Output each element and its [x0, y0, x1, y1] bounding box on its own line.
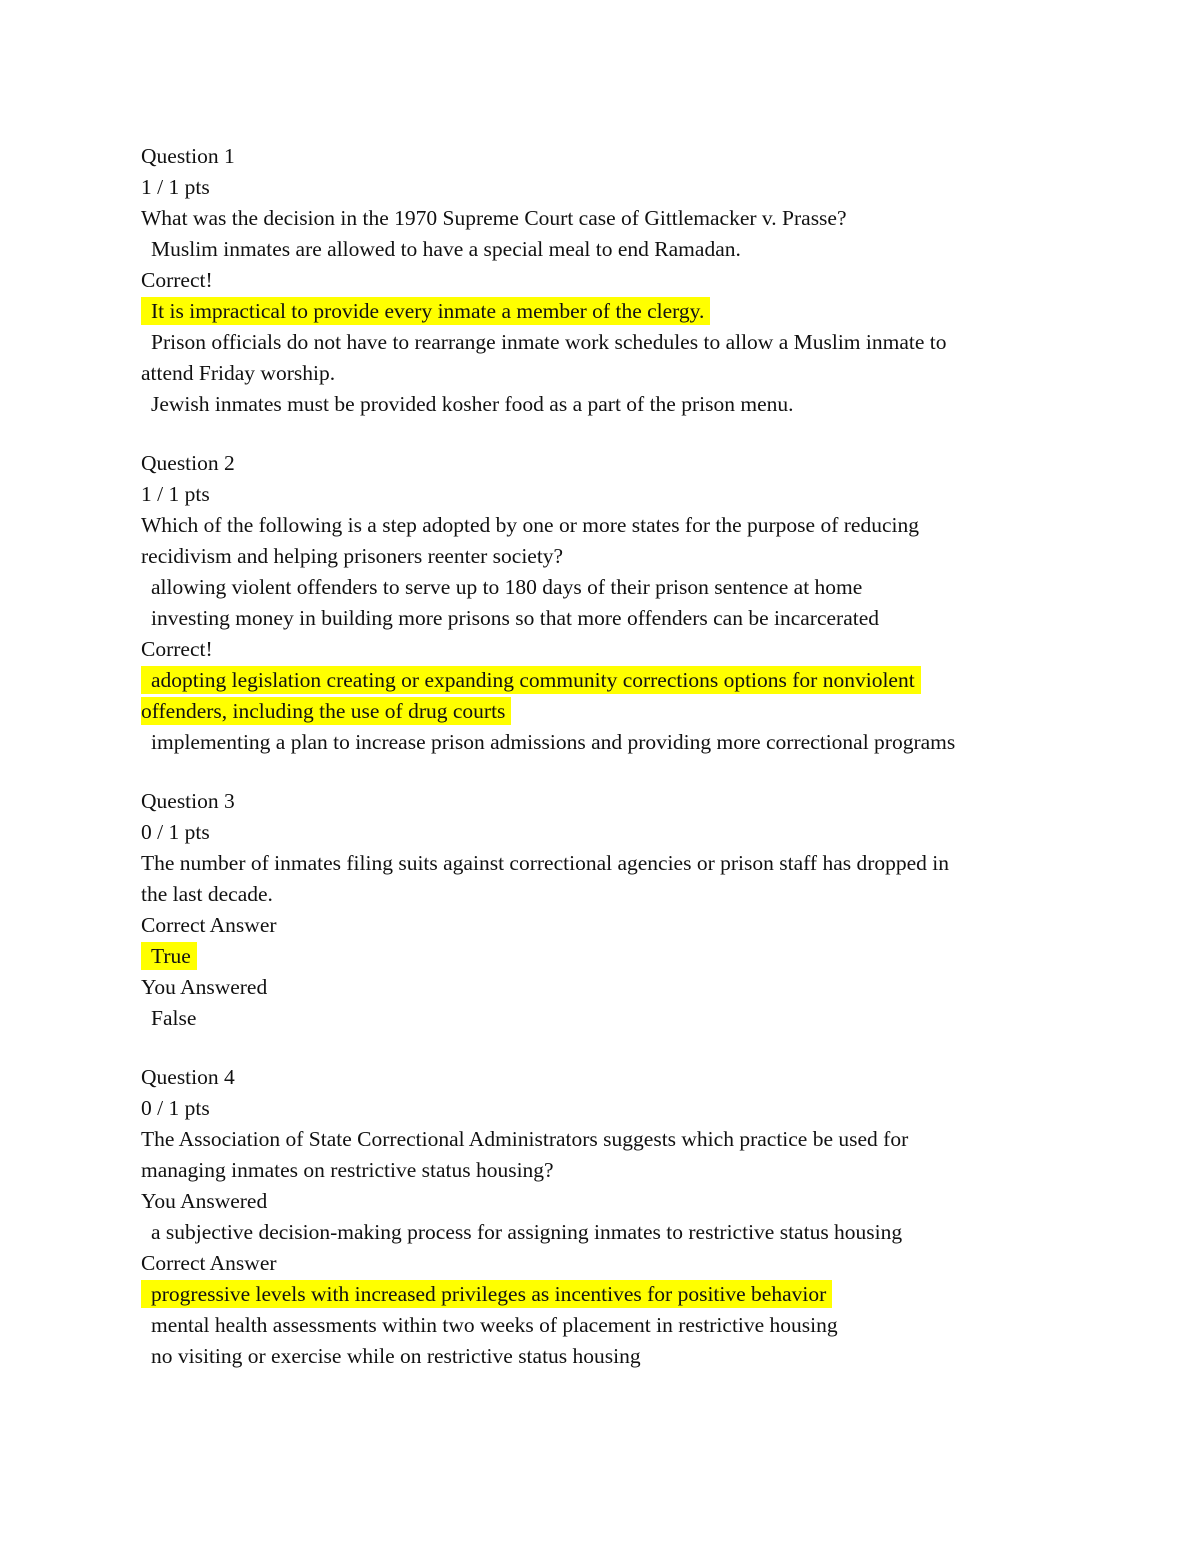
answer-option-text: False	[151, 1006, 197, 1030]
answer-option-text: investing money in building more prisons so that more offenders can be incarcerated	[151, 606, 880, 630]
result-label-text: Correct!	[141, 268, 213, 292]
question-block	[141, 786, 1061, 1034]
question-block	[141, 448, 1061, 758]
answer-option	[141, 1003, 1061, 1034]
answer-option-text: implementing a plan to increase prison admissions and providing more correctional programs	[151, 730, 956, 754]
highlighted-answer-text: progressive levels with increased privileges as incentives for positive behavior	[141, 1280, 832, 1308]
answer-option	[141, 572, 1061, 603]
result-label	[141, 972, 1061, 1003]
correct-answer-option	[141, 296, 1061, 327]
question-title: Question 1	[141, 144, 235, 168]
question-prompt: What was the decision in the 1970 Supreme Court case of Gittlemacker v. Prasse?	[141, 206, 847, 230]
result-label	[141, 910, 1061, 941]
question-title: Question 2	[141, 451, 235, 475]
answer-option	[141, 727, 1061, 758]
correct-answer-option	[141, 941, 1061, 972]
answer-option-text: mental health assessments within two weeks of placement in restrictive housing	[151, 1313, 838, 1337]
answer-option-continuation	[141, 358, 1061, 389]
answer-option	[141, 1217, 1061, 1248]
result-label-text: You Answered	[141, 1189, 268, 1213]
result-label-text: Correct!	[141, 637, 213, 661]
highlighted-answer-text: It is impractical to provide every inmate a member of the clergy.	[141, 297, 710, 325]
question-prompt: the last decade.	[141, 882, 273, 906]
question-spacer	[141, 758, 1061, 786]
result-label-text: Correct Answer	[141, 1251, 277, 1275]
answer-option	[141, 1341, 1061, 1372]
question-prompt: recidivism and helping prisoners reenter society?	[141, 544, 564, 568]
result-label-text: You Answered	[141, 975, 268, 999]
question-title: Question 3	[141, 789, 235, 813]
question-prompt: managing inmates on restrictive status housing?	[141, 1158, 554, 1182]
answer-option-text: Jewish inmates must be provided kosher food as a part of the prison menu.	[151, 392, 794, 416]
question-title: Question 4	[141, 1065, 235, 1089]
result-label	[141, 1248, 1061, 1279]
question-points: 1 / 1 pts	[141, 175, 210, 199]
answer-option	[141, 389, 1061, 420]
highlighted-answer-text: adopting legislation creating or expanding community corrections options for nonviolent	[141, 666, 921, 694]
question-spacer	[141, 1034, 1061, 1062]
answer-option	[141, 234, 1061, 265]
answer-option	[141, 327, 1061, 358]
question-spacer	[141, 420, 1061, 448]
answer-option-text: no visiting or exercise while on restrictive status housing	[151, 1344, 641, 1368]
question-points: 0 / 1 pts	[141, 820, 210, 844]
question-points: 0 / 1 pts	[141, 1096, 210, 1120]
question-prompt: The Association of State Correctional Administrators suggests which practice be used for	[141, 1127, 909, 1151]
question-prompt: The number of inmates filing suits against correctional agencies or prison staff has dropped in	[141, 851, 950, 875]
quiz-results	[141, 141, 1061, 1372]
answer-option-text: allowing violent offenders to serve up to 180 days of their prison sentence at home	[151, 575, 863, 599]
result-label	[141, 265, 1061, 296]
question-block	[141, 1062, 1061, 1372]
highlighted-answer-text: offenders, including the use of drug courts	[141, 697, 511, 725]
answer-option	[141, 1310, 1061, 1341]
answer-option-text: Muslim inmates are allowed to have a special meal to end Ramadan.	[151, 237, 741, 261]
answer-option-text: attend Friday worship.	[141, 361, 336, 385]
answer-option-text: a subjective decision-making process for assigning inmates to restrictive status housing	[151, 1220, 903, 1244]
result-label	[141, 1186, 1061, 1217]
answer-option	[141, 603, 1061, 634]
highlighted-answer-text: True	[141, 942, 197, 970]
correct-answer-continuation	[141, 696, 1061, 727]
question-points: 1 / 1 pts	[141, 482, 210, 506]
question-block	[141, 141, 1061, 420]
question-prompt: Which of the following is a step adopted by one or more states for the purpose of reducing	[141, 513, 919, 537]
correct-answer-option	[141, 1279, 1061, 1310]
correct-answer-option	[141, 665, 1061, 696]
result-label-text: Correct Answer	[141, 913, 277, 937]
answer-option-text: Prison officials do not have to rearrange inmate work schedules to allow a Muslim inmate to	[151, 330, 947, 354]
result-label	[141, 634, 1061, 665]
